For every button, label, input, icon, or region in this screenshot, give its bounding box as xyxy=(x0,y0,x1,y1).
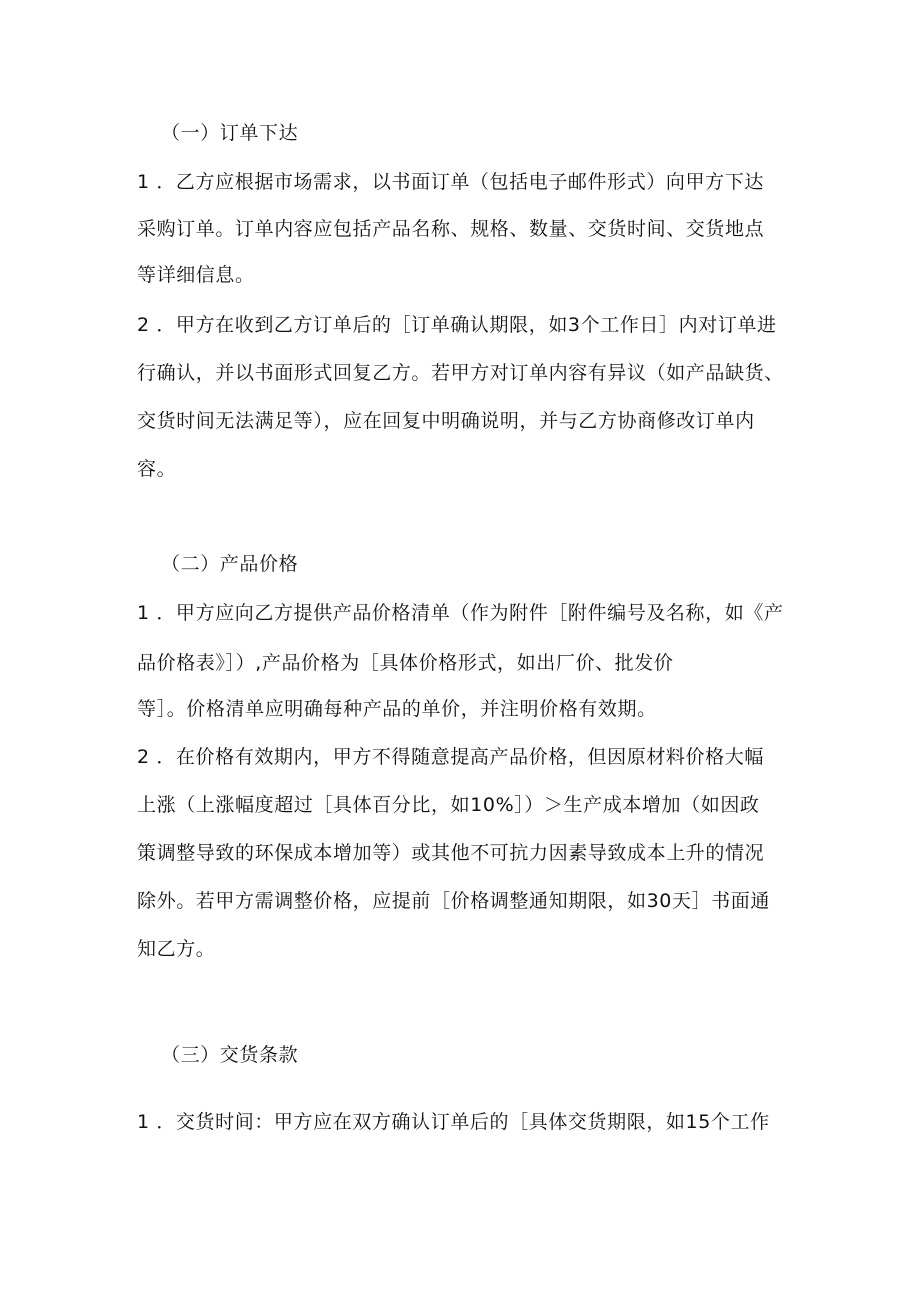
paragraph-line: 1 ．甲方应向乙方提供产品价格清单（作为附件［附件编号及名称，如《产 xyxy=(137,602,784,624)
paragraph-line: 上涨（上涨幅度超过［具体百分比，如10%］）＞生产成本增加（如因政 xyxy=(137,794,760,816)
paragraph-line: 除外。若甲方需调整价格，应提前［价格调整通知期限，如30天］书面通 xyxy=(137,890,770,912)
paragraph-line: 等详细信息。 xyxy=(137,264,255,286)
paragraph-line: 等］。价格清单应明确每种产品的单价，并注明价格有效期。 xyxy=(137,698,657,720)
paragraph-line: 容。 xyxy=(137,458,177,480)
paragraph-line: 2 ．甲方在收到乙方订单后的［订单确认期限，如3个工作日］内对订单进 xyxy=(137,314,777,336)
paragraph-line: 知乙方。 xyxy=(137,938,216,960)
paragraph-line: 1 ．乙方应根据市场需求，以书面订单（包括电子邮件形式）向甲方下达 xyxy=(137,171,764,193)
section-heading-delivery: （三）交货条款 xyxy=(161,1044,299,1066)
paragraph-line: 2 ．在价格有效期内，甲方不得随意提高产品价格，但因原材料价格大幅 xyxy=(137,746,764,768)
paragraph-line: 1 ．交货时间：甲方应在双方确认订单后的［具体交货期限，如15个工作 xyxy=(137,1111,770,1133)
paragraph-line: 策调整导致的环保成本增加等）或其他不可抗力因素导致成本上升的情况 xyxy=(137,842,765,864)
paragraph-line: 交货时间无法满足等），应在回复中明确说明，并与乙方协商修改订单内 xyxy=(137,410,755,432)
paragraph-line: 品价格表》］）,产品价格为［具体价格形式，如出厂价、批发价 xyxy=(137,652,674,674)
paragraph-line: 采购订单。订单内容应包括产品名称、规格、数量、交货时间、交货地点 xyxy=(137,218,765,240)
section-heading-order: （一）订单下达 xyxy=(161,122,299,144)
paragraph-line: 行确认，并以书面形式回复乙方。若甲方对订单内容有异议（如产品缺货、 xyxy=(137,362,784,384)
section-heading-price: （二）产品价格 xyxy=(161,553,299,575)
